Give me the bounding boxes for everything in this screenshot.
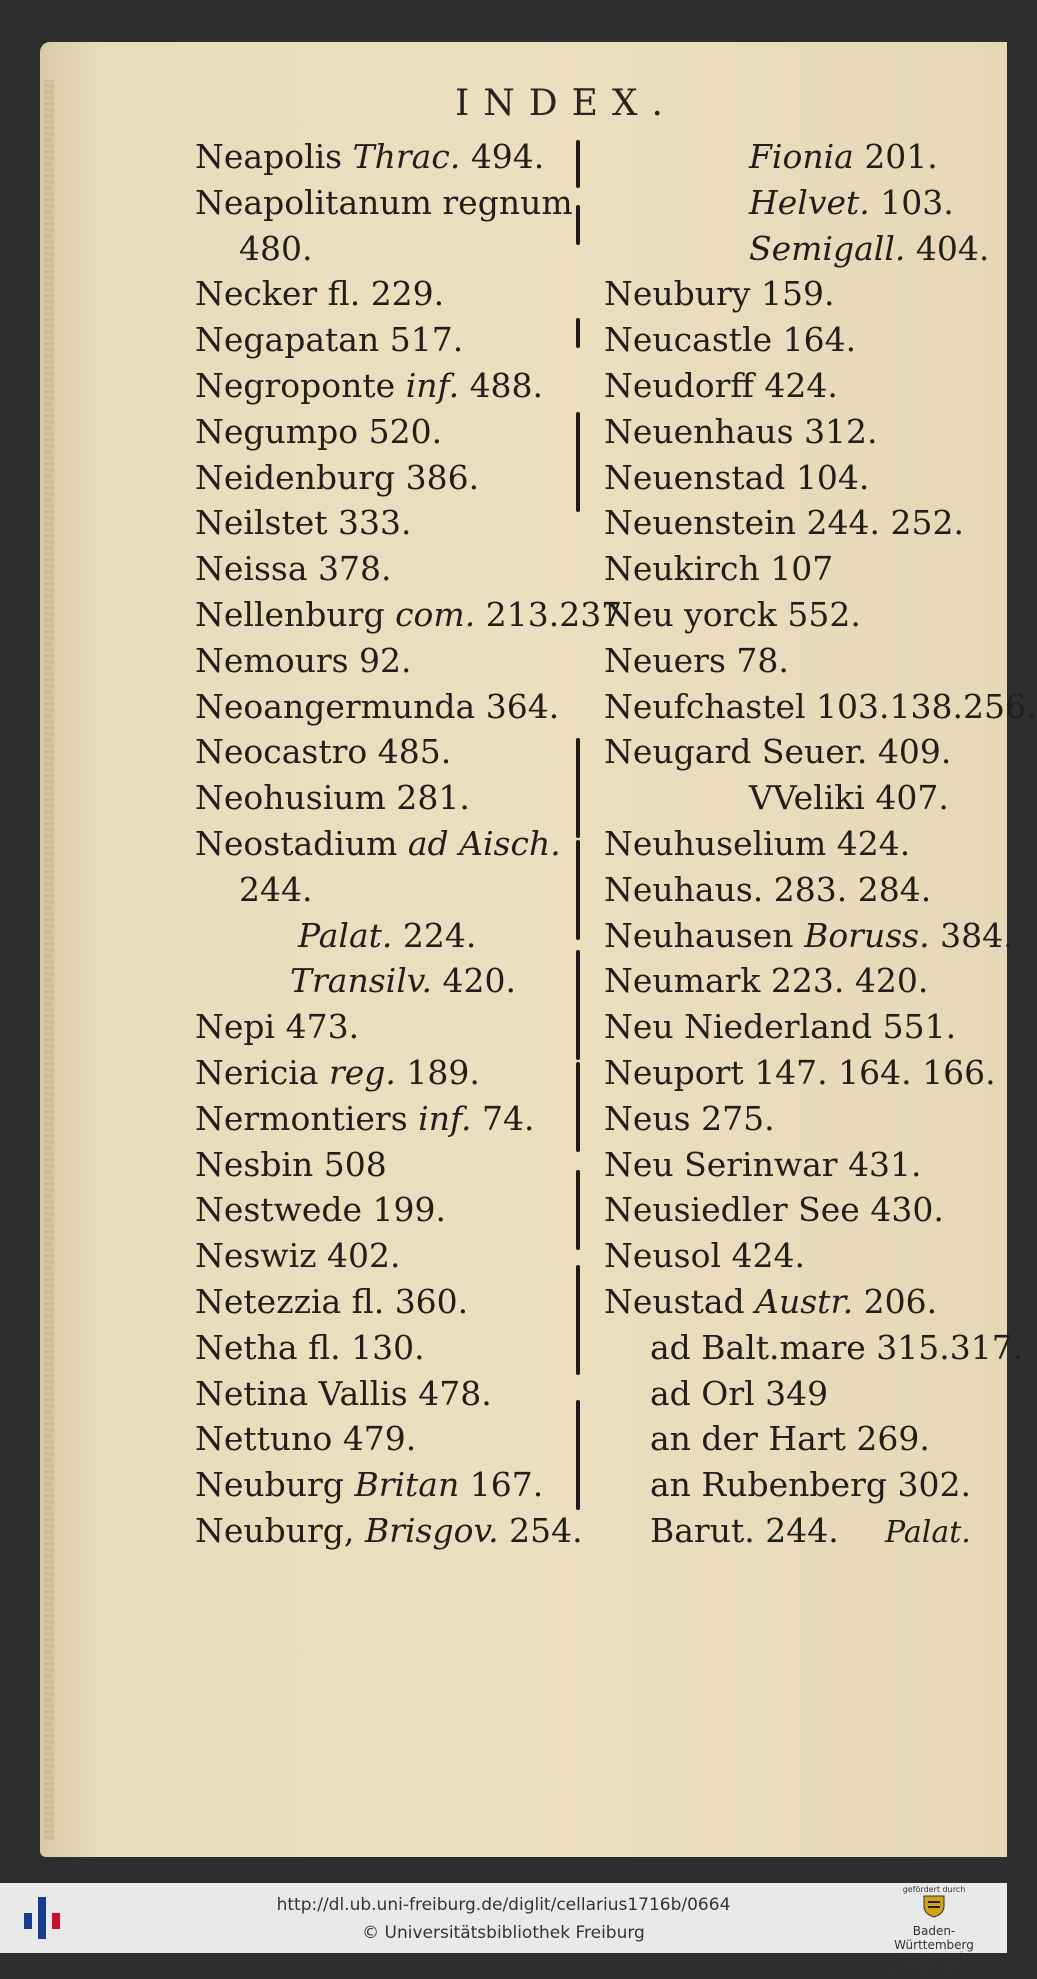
entry-name: Negroponte [195,365,396,405]
entry-name: Nemours [195,640,349,680]
index-entry [195,1279,575,1325]
index-entry [195,1325,575,1371]
entry-name: Netezzia fl. [195,1281,385,1321]
index-entry [195,1508,583,1554]
entry-name: Nermontiers [195,1098,408,1138]
index-entry [604,1233,994,1279]
entry-qualifier: ad Aisch. [407,823,561,863]
entry-qualifier: Transilv. [290,961,432,1001]
column-rule [576,1062,580,1152]
entry-pages: 159. [760,274,835,314]
index-entry [195,317,575,363]
entry-pages: 92. [359,640,412,680]
index-entry [604,592,994,638]
entry-pages: 424. [836,823,911,863]
column-rule [576,140,580,188]
page-edge [44,80,54,1840]
index-entry [604,363,994,409]
entry-pages: 488. [469,365,544,405]
entry-pages: 478. [418,1373,492,1413]
index-entry [604,1187,994,1233]
entry-name: Necker fl. [195,274,361,314]
entry-pages: 407. [875,778,949,818]
entry-qualifier: Brisgov. [364,1510,499,1550]
entry-name: Nepi [195,1007,276,1047]
entry-name: Neuenstad [604,457,786,497]
entry-pages: 224. [402,915,477,955]
column-rule [576,1170,580,1250]
entry-pages: 404. [915,228,990,268]
entry-pages: 244. [765,1510,839,1550]
index-entry [195,500,575,546]
entry-name: Negapatan [195,320,380,360]
coat-of-arms-icon [919,1894,949,1918]
column-rule [576,205,580,245]
entry-name: Neu yorck [604,594,777,634]
entry-pages: 494. [470,137,545,176]
entry-pages: 402. [327,1236,401,1276]
entry-name: Neapolitanum regnum [195,182,573,222]
catchword: Palat. [885,1515,971,1550]
entry-name: Nericia [195,1052,319,1092]
entry-pages: 508 [323,1144,387,1184]
column-rule [576,412,580,512]
index-entry [195,1187,575,1233]
entry-pages: 199. [372,1190,447,1230]
column-rule [576,738,580,838]
entry-name: Neu Serinwar [604,1144,838,1184]
entry-pages: 517. [389,320,464,360]
viewer-footer [0,1883,1007,1979]
index-entry [604,729,994,775]
entry-pages: 164. [782,320,857,360]
index-entry [195,134,575,180]
entry-pages: 269. [856,1419,930,1459]
index-entry [604,1050,994,1096]
entry-pages: 431. [848,1144,922,1184]
entry-pages: 130. [351,1327,425,1367]
left-index-column [195,134,623,1554]
entry-name: Neus [604,1098,691,1138]
entry-qualifier: inf. [418,1098,472,1138]
index-entry [604,1279,994,1325]
entry-pages: 302. [897,1465,971,1505]
index-entry [604,500,994,546]
permalink-url[interactable]: http://dl.ub.uni-freiburg.de/diglit/cellarius1716b/0664 [276,1895,731,1915]
index-entry [195,821,575,867]
index-entry [195,1233,575,1279]
entry-pages: 520. [368,411,443,451]
index-entry [604,1142,994,1188]
index-entry [195,363,575,409]
index-entry [195,867,575,913]
entry-name: Neostadium [195,823,398,863]
entry-name: Neilstet [195,503,328,543]
entry-name: Neubury [604,274,751,314]
entry-pages: 213.237 [485,594,623,634]
entry-pages: 254. [509,1510,583,1550]
column-rule [576,318,580,348]
entry-name: Neswiz [195,1236,317,1276]
page-header: INDEX. [455,83,677,124]
entry-pages: 485. [377,732,452,772]
index-entry [604,1004,994,1050]
index-entry [195,180,575,226]
entry-name: ad Orl [650,1373,755,1413]
index-entry [604,775,994,821]
index-entry [604,867,994,913]
entry-name: Neuenstein [604,503,796,543]
entry-name: Barut. [650,1510,755,1550]
entry-pages: 424. [731,1236,805,1276]
index-entry [195,775,575,821]
index-entry [604,409,994,455]
entry-qualifier: Fionia [749,137,854,176]
column-rule [576,1400,580,1510]
entry-name: Neoangermunda [195,686,476,726]
entry-qualifier: inf. [405,365,460,405]
entry-qualifier: Britan [354,1465,460,1505]
index-entry [195,729,575,775]
entry-pages: 473. [285,1007,360,1047]
entry-qualifier: Semigall. [749,228,906,268]
index-entry [195,684,575,730]
entry-qualifier: reg. [328,1052,396,1092]
entry-pages: 103. [880,182,954,222]
entry-pages: 244. 252. [806,503,964,543]
entry-name: Neuers [604,640,726,680]
index-entry [195,226,575,272]
entry-pages: 244. [239,869,313,909]
entry-name: Neu Niederland [604,1007,873,1047]
column-rule [576,1265,580,1375]
entry-pages: 74. [482,1098,535,1138]
entry-pages: 360. [394,1281,469,1321]
entry-pages: 283. 284. [773,869,932,909]
index-entry [604,821,994,867]
entry-name: Nellenburg [195,594,385,634]
entry-pages: 409. [877,732,952,772]
entry-name: Neuenhaus [604,411,794,451]
right-index-column [604,134,1037,1554]
index-entry [604,134,994,180]
entry-name: Neusol [604,1236,722,1276]
index-entry [195,546,575,592]
entry-name: Negumpo [195,411,359,451]
entry-name: Neudorff [604,365,754,405]
entry-name: an Rubenberg [650,1465,887,1505]
entry-pages: 189. [406,1052,480,1092]
entry-name: Neissa [195,549,308,589]
entry-pages: 424. [764,365,838,405]
index-entry [195,1050,575,1096]
entry-qualifier: Boruss. [804,915,930,955]
entry-name: Neapolis [195,137,343,176]
entry-name: Neuhausen [604,915,794,955]
entry-name: Neumark [604,961,761,1001]
entry-name: Neuburg, [195,1510,355,1550]
index-entry [195,1096,575,1142]
entry-qualifier: com. [395,594,476,634]
index-entry [195,271,575,317]
copyright-notice: © Universitätsbibliothek Freiburg [362,1923,645,1943]
index-entry [195,409,575,455]
index-entry [604,1325,1024,1371]
column-rule [576,950,580,1060]
entry-pages: 223. 420. [770,961,929,1001]
index-entry [604,226,994,272]
entry-pages: 78. [736,640,789,680]
index-entry [604,958,994,1004]
entry-pages: 107 [770,549,834,589]
entry-name: Neufchastel [604,686,806,726]
entry-pages: 312. [804,411,878,451]
index-entry [604,1416,994,1462]
index-entry [604,317,994,363]
column-rule [576,840,580,940]
entry-name: Netha fl. [195,1327,341,1367]
index-entry [604,1462,994,1508]
entry-pages: 479. [342,1419,417,1459]
entry-pages: 104. [795,457,870,497]
funder-ministry: MINISTERIUM FÜR WISSENSCHAFT, FORSCHUNG UND KUNST [883,1952,985,1979]
entry-name: Neuport [604,1052,744,1092]
index-entry [604,638,994,684]
entry-pages: 275. [701,1098,775,1138]
entry-pages: 206. [863,1281,938,1321]
entry-qualifier: Thrac. [352,137,461,176]
entry-pages: 552. [787,594,861,634]
entry-name: Neocastro [195,732,368,772]
entry-pages: 333. [338,503,412,543]
entry-pages: 430. [870,1190,944,1230]
entry-pages: 147. 164. 166. [754,1052,996,1092]
entry-name: Netina Vallis [195,1373,408,1413]
index-entry [195,592,623,638]
index-entry [195,913,575,959]
entry-pages: 201. [864,137,938,176]
index-entry [604,455,994,501]
index-entry [604,180,994,226]
entry-pages: 349 [765,1373,829,1413]
entry-pages: 420. [442,961,516,1001]
entry-pages: 551. [882,1007,957,1047]
entry-pages: 167. [469,1465,544,1505]
entry-pages: 103.138.256. [816,686,1037,726]
entry-pages: 281. [396,778,470,818]
entry-name: Nestwede [195,1190,363,1230]
index-entry [195,1462,575,1508]
index-entry [604,684,1037,730]
index-entry [195,1416,575,1462]
index-entry [195,638,575,684]
entry-name: Neugard Seuer. [604,732,868,772]
entry-qualifier: Helvet. [749,182,870,222]
funder-logo [879,1885,989,1979]
entry-name: Neuburg [195,1465,344,1505]
index-entry [195,958,575,1004]
entry-pages: 480. [239,228,313,268]
index-entry [604,271,994,317]
index-entry [195,1004,575,1050]
entry-qualifier: Palat. [298,915,393,955]
index-entry [195,1142,575,1188]
entry-name: Neidenburg [195,457,396,497]
entry-name: Neustad [604,1281,745,1321]
entry-name: Neusiedler See [604,1190,860,1230]
entry-name: Neukirch [604,549,760,589]
index-entry [604,1096,994,1142]
entry-pages: 378. [318,549,392,589]
index-entry [195,455,575,501]
entry-qualifier: Austr. [755,1281,854,1321]
entry-name: Neuhuselium [604,823,827,863]
entry-name: an der Hart [650,1419,846,1459]
index-entry [604,546,994,592]
index-entry [195,1371,575,1417]
entry-name: Nettuno [195,1419,333,1459]
entry-pages: 364. [485,686,560,726]
entry-pages: 315.317. [876,1327,1024,1367]
entry-name: ad Balt.mare [650,1327,866,1367]
entry-pages: 229. [370,274,445,314]
entry-name: Neucastle [604,320,773,360]
entry-name: VVeliki [749,778,865,818]
entry-name: Nesbin [195,1144,314,1184]
funder-caption: gefördert durch [902,1885,966,1894]
entry-name: Neohusium [195,778,386,818]
index-entry [604,1371,994,1417]
funder-name: Baden-Württemberg [894,1924,974,1952]
entry-pages: 384. [940,915,1014,955]
entry-pages: 386. [405,457,480,497]
index-entry [604,913,1014,959]
entry-name: Neuhaus. [604,869,764,909]
